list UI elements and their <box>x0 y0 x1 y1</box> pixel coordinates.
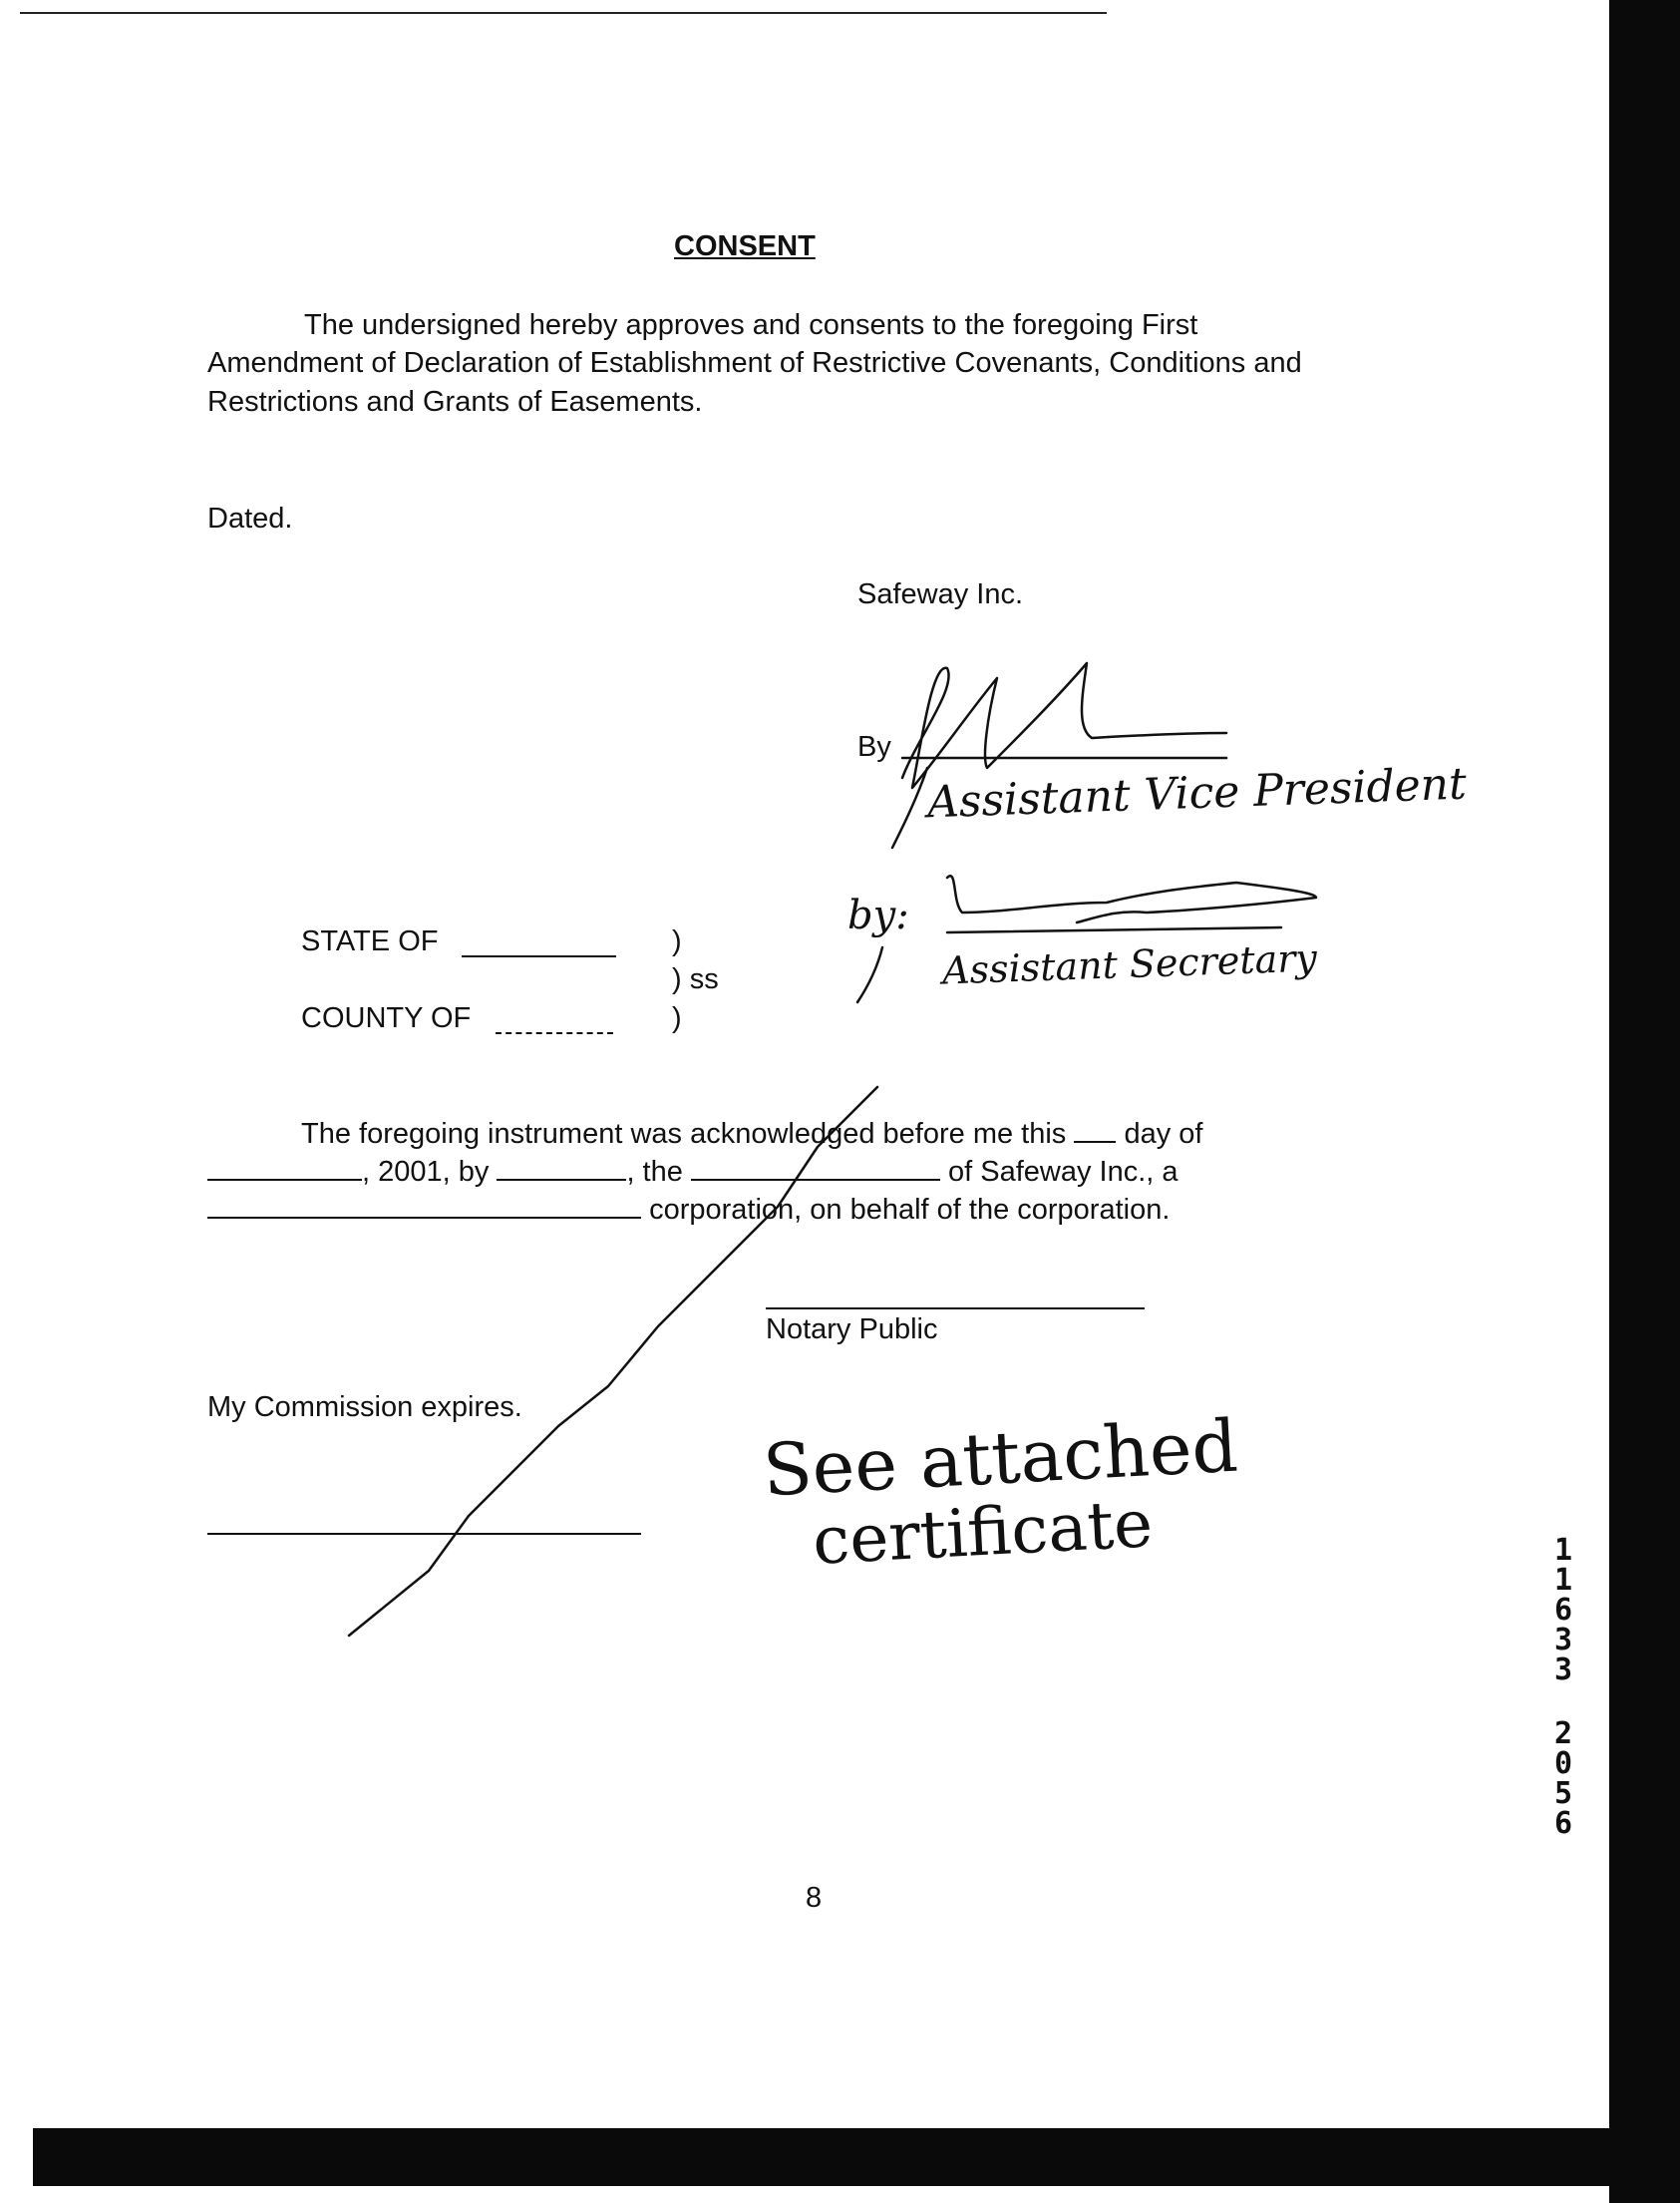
stamp-digit: 3 <box>1553 1652 1573 1687</box>
ack-line-3-text: corporation, on behalf of the corporation. <box>649 1194 1171 1226</box>
ack-line-1-day: day of <box>1124 1118 1203 1150</box>
county-paren: ) <box>672 1002 682 1034</box>
commission-label: My Commission expires. <box>207 1391 522 1423</box>
state-label: STATE OF <box>301 925 439 957</box>
ss-label: ) ss <box>672 963 719 995</box>
by2-label: by: <box>847 893 909 938</box>
signature-2-stroke <box>857 947 882 1002</box>
page-title: CONSENT <box>674 230 816 262</box>
ack-line-2-year: , 2001, by <box>362 1156 490 1188</box>
signature-2-underline <box>947 927 1281 932</box>
stamp-digit: 1 <box>1553 1533 1573 1568</box>
notary-label: Notary Public <box>766 1313 938 1345</box>
signature-2-scribble <box>947 876 1316 922</box>
ack-line-2-company: of Safeway Inc., a <box>948 1156 1178 1188</box>
state-paren: ) <box>672 925 682 957</box>
intro-line-3: Restrictions and Grants of Easements. <box>207 386 703 418</box>
ack-line-1-text: The foregoing instrument was acknowledged before me this <box>301 1118 1067 1150</box>
stamp-digit: 6 <box>1553 1593 1573 1628</box>
dated-label: Dated. <box>207 503 293 535</box>
page-number: 8 <box>806 1882 823 1914</box>
stamp-digit: 6 <box>1553 1806 1573 1841</box>
stamp-digit: 0 <box>1553 1746 1573 1781</box>
handwritten-note-line-1: See attached <box>761 1403 1240 1513</box>
signature-1-stroke <box>892 768 927 848</box>
intro-line-2: Amendment of Declaration of Establishment of Restrictive Covenants, Conditions and <box>207 347 1302 379</box>
strike-through-line <box>349 1087 877 1636</box>
stamp-digit: 3 <box>1553 1623 1573 1657</box>
handwritten-note-line-2: certificate <box>811 1485 1155 1580</box>
stamp-digit: 1 <box>1553 1563 1573 1598</box>
county-label: COUNTY OF <box>301 1002 472 1034</box>
signer2-title: Assistant Secretary <box>941 935 1318 993</box>
intro-line-1: The undersigned hereby approves and consents to the foregoing First <box>304 309 1198 341</box>
signer1-title: Assistant Vice President <box>926 758 1468 829</box>
stamp-digit: 5 <box>1553 1776 1573 1811</box>
company-name: Safeway Inc. <box>857 578 1024 610</box>
stamp-digit: 2 <box>1553 1716 1573 1751</box>
signature-1-scribble <box>902 663 1226 788</box>
ack-line-2-the: , the <box>626 1156 683 1188</box>
by-label: By <box>857 731 891 763</box>
